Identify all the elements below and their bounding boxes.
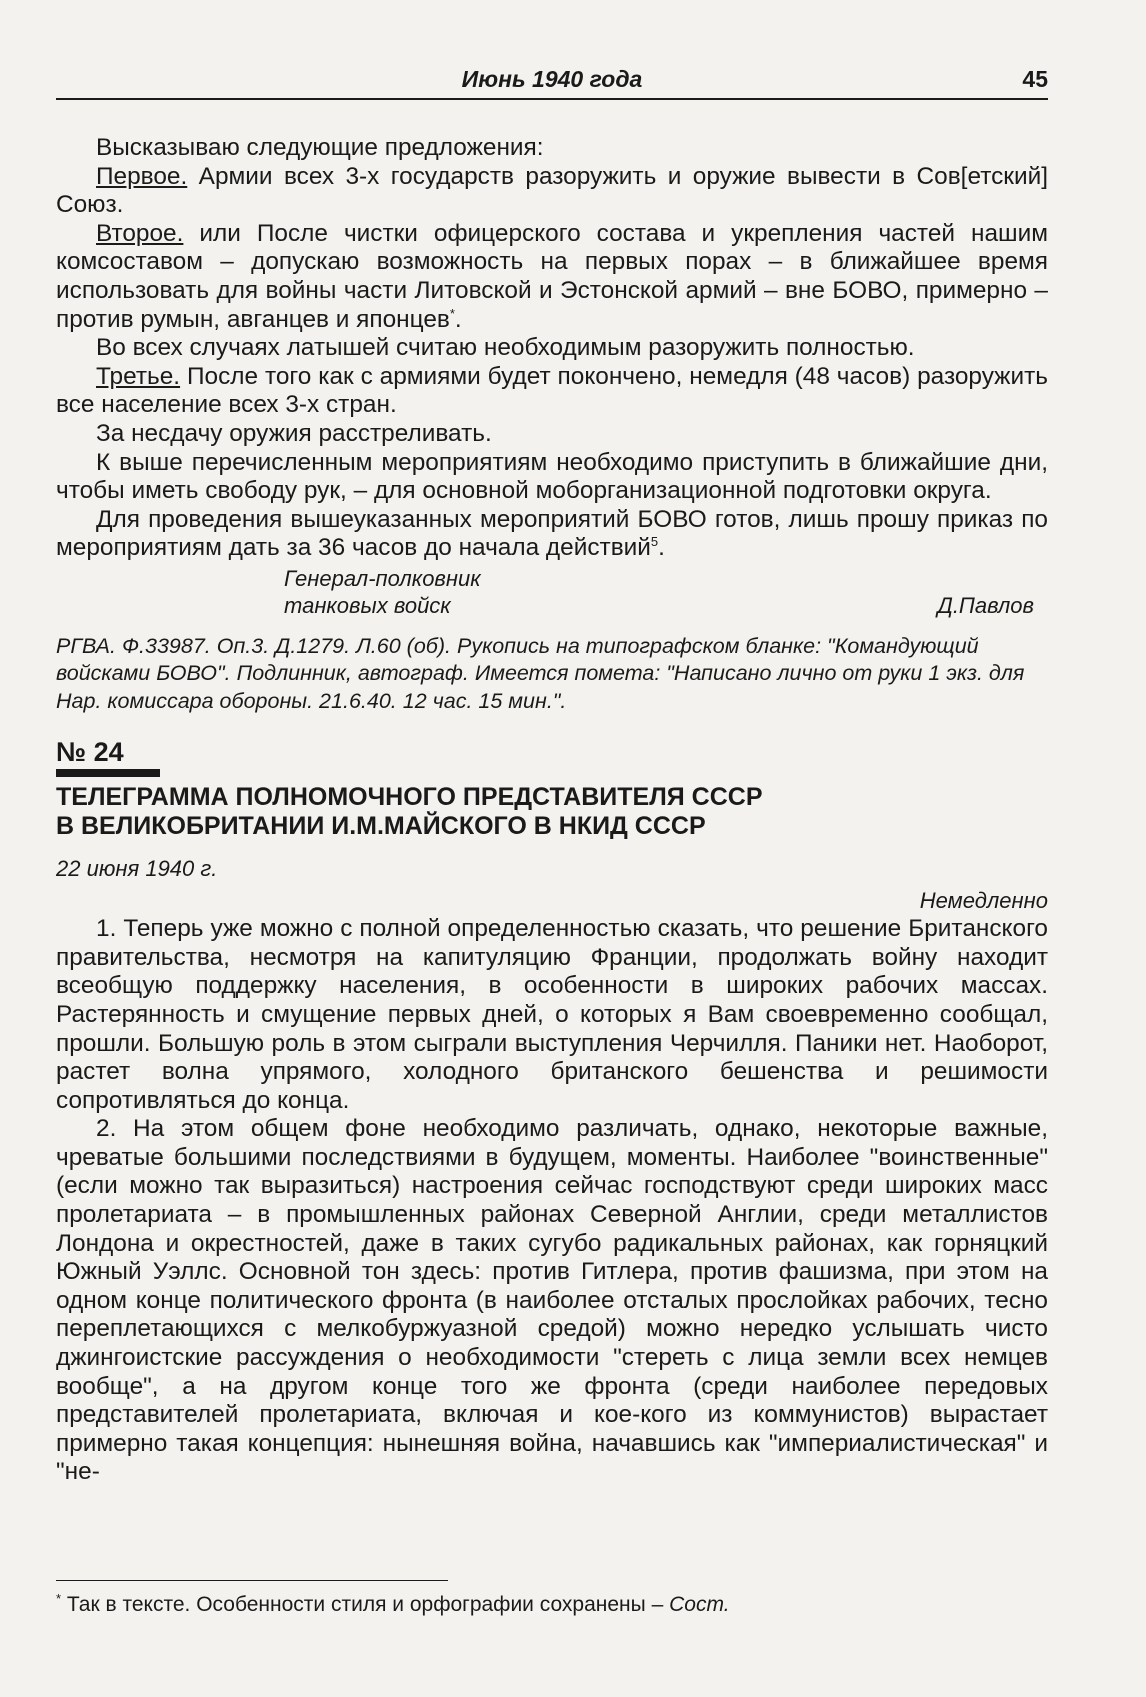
shoot-paragraph: За несдачу оружия расстреливать.	[96, 419, 492, 447]
signer-rank	[284, 565, 481, 619]
footnote-text: Так в тексте. Особенности стиля и орфографии сохранены –	[61, 1593, 670, 1616]
urgency-mark: Немедленно	[919, 888, 1048, 914]
proposal-first-text: Армии всех 3-х государств разоружить и оружие вывести в Сов[етский] Союз.	[56, 162, 1048, 219]
telegram-paragraph-1: 1. Теперь уже можно с полной определенностью сказать, что решение Британского правительства, несмотря на капитуляцию Франции, продолжать войну находит всеобщую поддержку населения, в особенности в широких рабочих массах. Растерянность и смущение первых дней, о которых я Вам своевременно сообщал, прошли. Большую роль в этом сыграли выступления Черчилля. Паники нет. Наоборот, растет волна упрямого, холодного британского бешенства и решимости сопротивляться до конца.	[56, 915, 1048, 1114]
footnote-author: Сост.	[669, 1593, 730, 1616]
footnote	[56, 1592, 1048, 1618]
footnote-mark: *	[449, 305, 455, 321]
latvians-paragraph: Во всех случаях латышей считаю необходимым разоружить полностью.	[96, 334, 915, 362]
document-title-line-1: ТЕЛЕГРАММА ПОЛНОМОЧНОГО ПРЕДСТАВИТЕЛЯ СССР	[56, 783, 763, 812]
footnote-separator	[56, 1580, 448, 1581]
ready-paragraph	[56, 506, 1048, 563]
proposal-first-label: Первое.	[96, 162, 188, 190]
proposals-intro: Высказываю следующие предложения:	[96, 134, 544, 161]
proposal-first	[56, 163, 1048, 220]
rank-line-2: танковых войск	[284, 592, 451, 618]
rank-line-1: Генерал-полковник	[284, 565, 481, 591]
document-number-bar	[56, 769, 160, 777]
proposal-second-label: Второе.	[96, 219, 184, 247]
archive-reference: РГВА. Ф.33987. Оп.3. Д.1279. Л.60 (об). Рукопись на типографском бланке: "Командующий войсками БОВО". Подлинник, автограф. Имеется помета: "Написано лично от руки 1 экз. для Нар. комиссара обороны. 21.6.40. 12 час. 15 мин.".	[56, 633, 1025, 713]
note-reference: 5	[650, 534, 659, 550]
proceed-paragraph: К выше перечисленным мероприятиям необходимо приступить в ближайшие дни, чтобы иметь свободу рук, – для основной моборганизационной подготовки округа.	[56, 448, 1048, 505]
telegram-paragraph-2: 2. На этом общем фоне необходимо различать, однако, некоторые важные, чреватые большими последствиями в будущем, моменты. Наиболее "воинственные" (если можно так выразиться) настроения сейчас господствуют среди широких масс пролетариата – в промышленных районах Северной Англии, среди металлистов Лондона и окрестностей, даже в таких сугубо радикальных районах, как горняцкий Южный Уэллс. Основной тон здесь: против Гитлера, против фашизма, при этом на одном конце политического фронта (в наиболее отсталых прослойках рабочих, тесно переплетающихся с мелкобуржуазной средой) можно нередко услышать чисто джингоистские рассуждения о необходимости "стереть с лица земли всех немцев вообще", а на другом конце того же фронта (среди наиболее передовых представителей пролетариата, включая и кое-кого из коммунистов) вырастает примерно такая концепция: нынешняя война, начавшись как "империалистическая" и "не-	[56, 1115, 1048, 1486]
proposal-third-label: Третье.	[96, 362, 181, 390]
running-title: Июнь 1940 года	[461, 66, 643, 92]
proposal-third	[56, 363, 1048, 420]
page-number: 45	[1022, 66, 1048, 92]
proposal-third-text: После того как с армиями будет покончено, немедля (48 часов) разоружить все население всех 3-х стран.	[56, 362, 1048, 419]
document-number: № 24	[56, 737, 124, 768]
page-body	[56, 134, 1048, 1487]
proposal-second-text: или После чистки офицерского состава и укрепления частей нашим комсоставом – допускаю возможность на первых порах – в ближайшее время использовать для войны части Литовской и Эстонской армий – вне БОВО, примерно – против румын, авганцев и японцев	[56, 219, 1048, 333]
ready-text: Для проведения вышеуказанных мероприятий БОВО готов, лишь прошу приказ по мероприятиям дать за 36 часов до начала действий	[56, 505, 1048, 562]
signature-block	[56, 565, 1048, 629]
ready-end: .	[658, 534, 665, 562]
proposal-second-end: .	[454, 305, 462, 333]
footnote-marker: *	[56, 1591, 62, 1606]
document-title	[56, 783, 1048, 841]
document-title-line-2: В ВЕЛИКОБРИТАНИИ И.М.МАЙСКОГО В НКИД СССР	[56, 812, 706, 841]
proposal-second	[56, 220, 1048, 334]
document-date: 22 июня 1940 г.	[56, 856, 218, 882]
signer-name: Д.Павлов	[937, 592, 1034, 618]
running-header	[56, 62, 1048, 100]
